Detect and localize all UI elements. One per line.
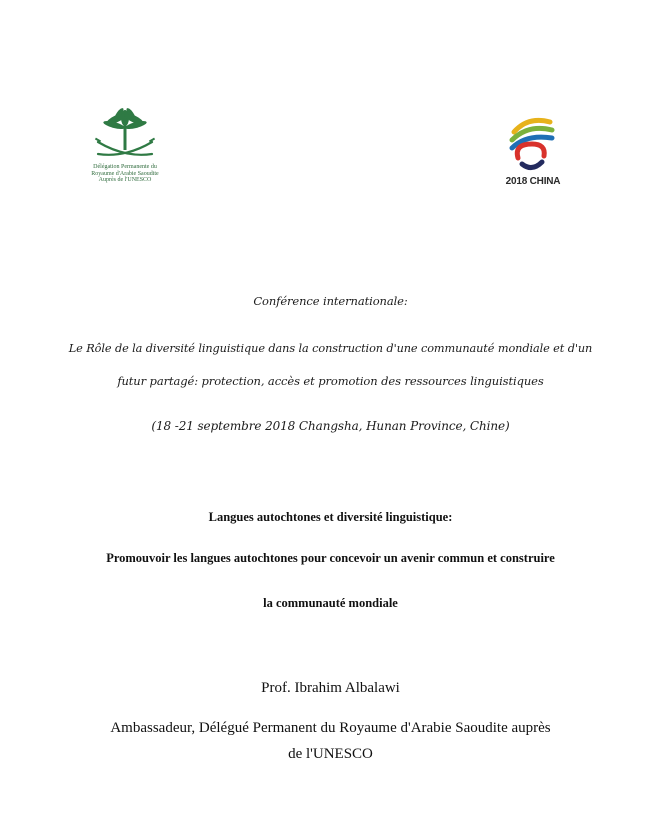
conference-title-line-1: Le Rôle de la diversité linguistique dans la construction d'une communauté mondiale et d'un bbox=[68, 342, 593, 355]
delegation-caption bbox=[80, 164, 170, 184]
talk-heading: Langues autochtones et diversité linguistique: bbox=[208, 510, 453, 524]
talk-subtitle-line-1: Promouvoir les langues autochtones pour concevoir un avenir commun et construire bbox=[106, 551, 555, 565]
caption-line-1: Délégation Permanente du bbox=[93, 164, 157, 170]
caption-line-2: Royaume d'Arabie Saoudite bbox=[91, 170, 159, 177]
speaker-role-line-1: Ambassadeur, Délégué Permanent du Royaume d'Arabie Saoudite auprès bbox=[110, 720, 551, 736]
conference-label: Conférence internationale: bbox=[253, 294, 408, 308]
talk-subtitle-line-2: la communauté mondiale bbox=[263, 596, 398, 610]
china-2018-logo bbox=[500, 114, 570, 194]
saudi-delegation-logo bbox=[80, 108, 170, 190]
conference-title-line-2: futur partagé: protection, accès et promotion des ressources linguistiques bbox=[117, 374, 544, 388]
china-logo-caption: 2018 CHINA bbox=[505, 176, 561, 187]
caption-line-3: Auprès de l'UNESCO bbox=[98, 177, 152, 183]
speaker-role-line-2: de l'UNESCO bbox=[288, 746, 373, 762]
speaker-name: Prof. Ibrahim Albalawi bbox=[261, 680, 400, 696]
china-ribbon-logo-icon bbox=[508, 114, 558, 174]
conference-dates: (18 -21 septembre 2018 Changsha, Hunan Province, Chine) bbox=[151, 419, 510, 433]
palm-swords-emblem-icon bbox=[90, 108, 160, 164]
